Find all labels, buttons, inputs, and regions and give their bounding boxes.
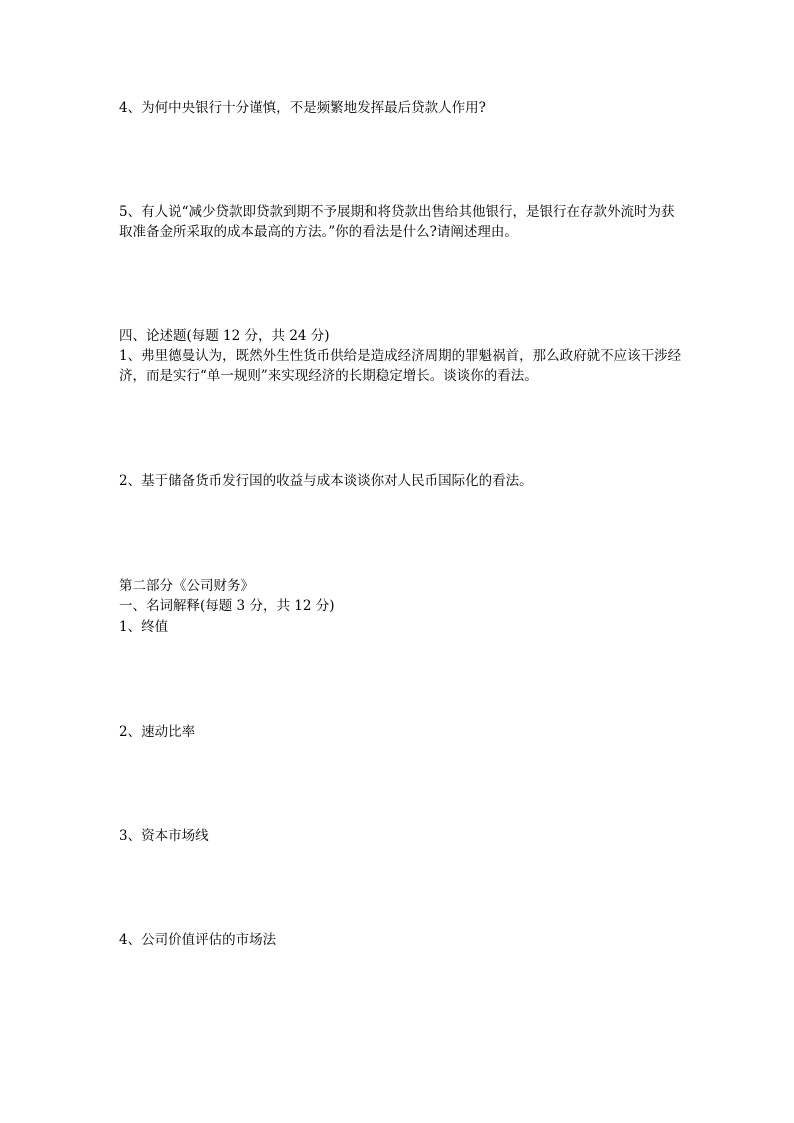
term-3: 3、资本市场线 <box>119 828 209 844</box>
part-2-heading: 第二部分《公司财务》 <box>119 578 254 594</box>
question-5: 5、有人说“减少贷款即贷款到期不予展期和将贷款出售给其他银行，是银行在存款外流时为获取准备金所采取的成本最高的方法。”你的看法是什么?请阐述理由。 <box>119 204 675 240</box>
section-4-heading: 四、论述题(每题 12 分，共 24 分) <box>119 328 330 344</box>
section-1-heading: 一、名词解释(每题 3 分，共 12 分) <box>119 598 335 614</box>
term-1: 1、终值 <box>119 619 169 635</box>
essay-question-1: 1、弗里德曼认为，既然外生性货币供给是造成经济周期的罪魁祸首，那么政府就不应该干涉经济，而是实行“单一规则”来实现经济的长期稳定增长。谈谈你的看法。 <box>119 348 682 384</box>
term-4: 4、公司价值评估的市场法 <box>119 932 277 948</box>
term-2: 2、速动比率 <box>119 724 196 740</box>
question-4: 4、为何中央银行十分谨慎，不是频繁地发挥最后贷款人作用? <box>119 100 486 116</box>
essay-question-2: 2、基于储备货币发行国的收益与成本谈谈你对人民币国际化的看法。 <box>119 473 533 489</box>
